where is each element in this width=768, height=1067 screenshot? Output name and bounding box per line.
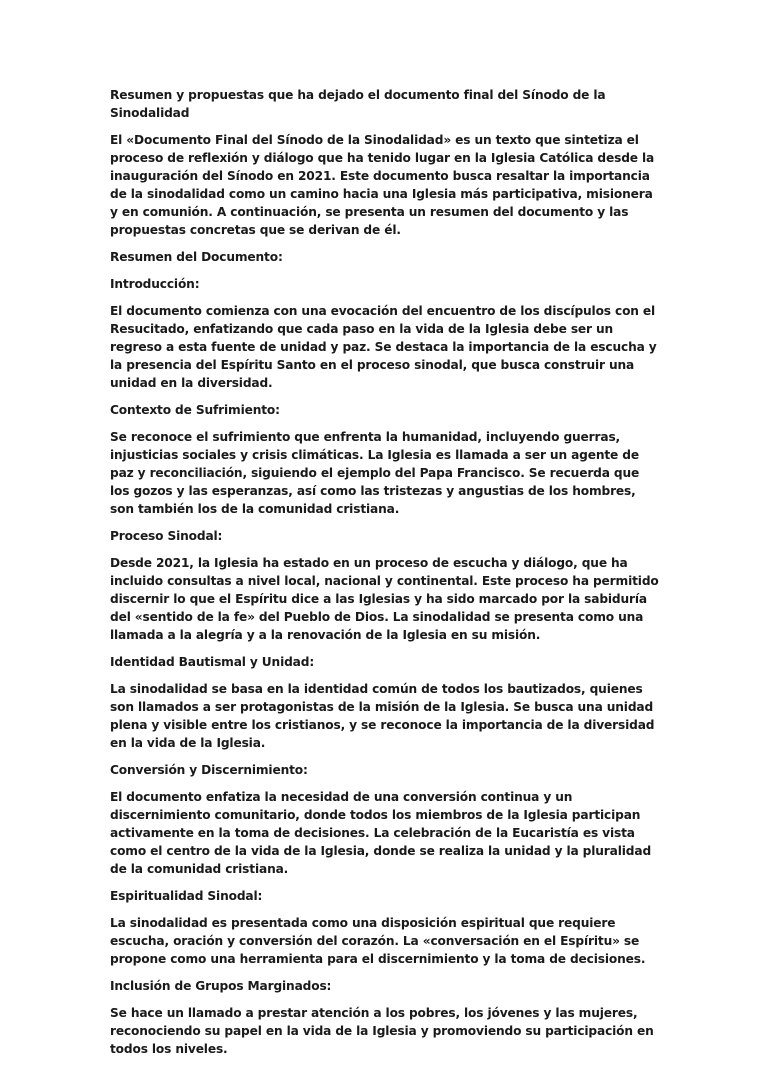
section-heading-conversion: Conversión y Discernimiento: bbox=[110, 763, 308, 777]
section-body-espiritualidad: La sinodalidad es presentada como una disposición espiritual que requiere escucha, oración y conversión del corazón. La «conversación en el Espíritu» se propone como una herramienta para el discernimiento y la toma de decisiones. bbox=[110, 916, 646, 966]
section-heading-contexto: Contexto de Sufrimiento: bbox=[110, 403, 280, 417]
section-body-contexto: Se reconoce el sufrimiento que enfrenta la humanidad, incluyendo guerras, injusticias sociales y crisis climáticas. La Iglesia es llamada a ser un agente de paz y reconciliación, siguiendo el ejemplo del Papa Francisco. Se recuerda que los gozos y las esperanzas, así como las tristezas y angustias de los hombres, son también los de la comunidad cristiana. bbox=[110, 430, 640, 516]
section-body-inclusion: Se hace un llamado a prestar atención a los pobres, los jóvenes y las mujeres, reconociendo su papel en la vida de la Iglesia y promoviendo su participación en todos los niveles. bbox=[110, 1006, 654, 1056]
intro-paragraph: El «Documento Final del Sínodo de la Sinodalidad» es un texto que sintetiza el proceso de reflexión y diálogo que ha tenido lugar en la Iglesia Católica desde la inauguración del Sínodo en 2021. Este documento busca resaltar la importancia de la sinodalidad como un camino hacia una Iglesia más participativa, misionera y en comunión. A continuación, se presenta un resumen del documento y las propuestas concretas que se derivan de él. bbox=[110, 133, 655, 237]
section-heading-introduccion: Introducción: bbox=[110, 277, 200, 291]
document-page bbox=[110, 86, 662, 1067]
summary-heading: Resumen del Documento: bbox=[110, 250, 283, 264]
section-body-identidad: La sinodalidad se basa en la identidad común de todos los bautizados, quienes son llamados a ser protagonistas de la misión de la Iglesia. Se busca una unidad plena y visible entre los cristianos, y se reconoce la importancia de la diversidad en la vida de la Iglesia. bbox=[110, 682, 655, 750]
section-body-proceso: Desde 2021, la Iglesia ha estado en un proceso de escucha y diálogo, que ha incluido consultas a nivel local, nacional y continental. Este proceso ha permitido discernir lo que el Espíritu dice a las Iglesias y ha sido marcado por la sabiduría del «sentido de la fe» del Pueblo de Dios. La sinodalidad se presenta como una llamada a la alegría y a la renovación de la Iglesia en su misión. bbox=[110, 556, 659, 642]
section-body-introduccion: El documento comienza con una evocación del encuentro de los discípulos con el Resucitado, enfatizando que cada paso en la vida de la Iglesia debe ser un regreso a esta fuente de unidad y paz. Se destaca la importancia de la escucha y la presencia del Espíritu Santo en el proceso sinodal, que busca construir una unidad en la diversidad. bbox=[110, 304, 657, 390]
section-heading-proceso: Proceso Sinodal: bbox=[110, 529, 223, 543]
section-body-conversion: El documento enfatiza la necesidad de una conversión continua y un discernimiento comunitario, donde todos los miembros de la Iglesia participan activamente en la toma de decisiones. La celebración de la Eucaristía es vista como el centro de la vida de la Iglesia, donde se realiza la unidad y la pluralidad de la comunidad cristiana. bbox=[110, 790, 652, 876]
section-heading-identidad: Identidad Bautismal y Unidad: bbox=[110, 655, 315, 669]
section-heading-espiritualidad: Espiritualidad Sinodal: bbox=[110, 889, 263, 903]
section-heading-inclusion: Inclusión de Grupos Marginados: bbox=[110, 979, 332, 993]
document-title: Resumen y propuestas que ha dejado el documento final del Sínodo de la Sinodalidad bbox=[110, 88, 606, 120]
